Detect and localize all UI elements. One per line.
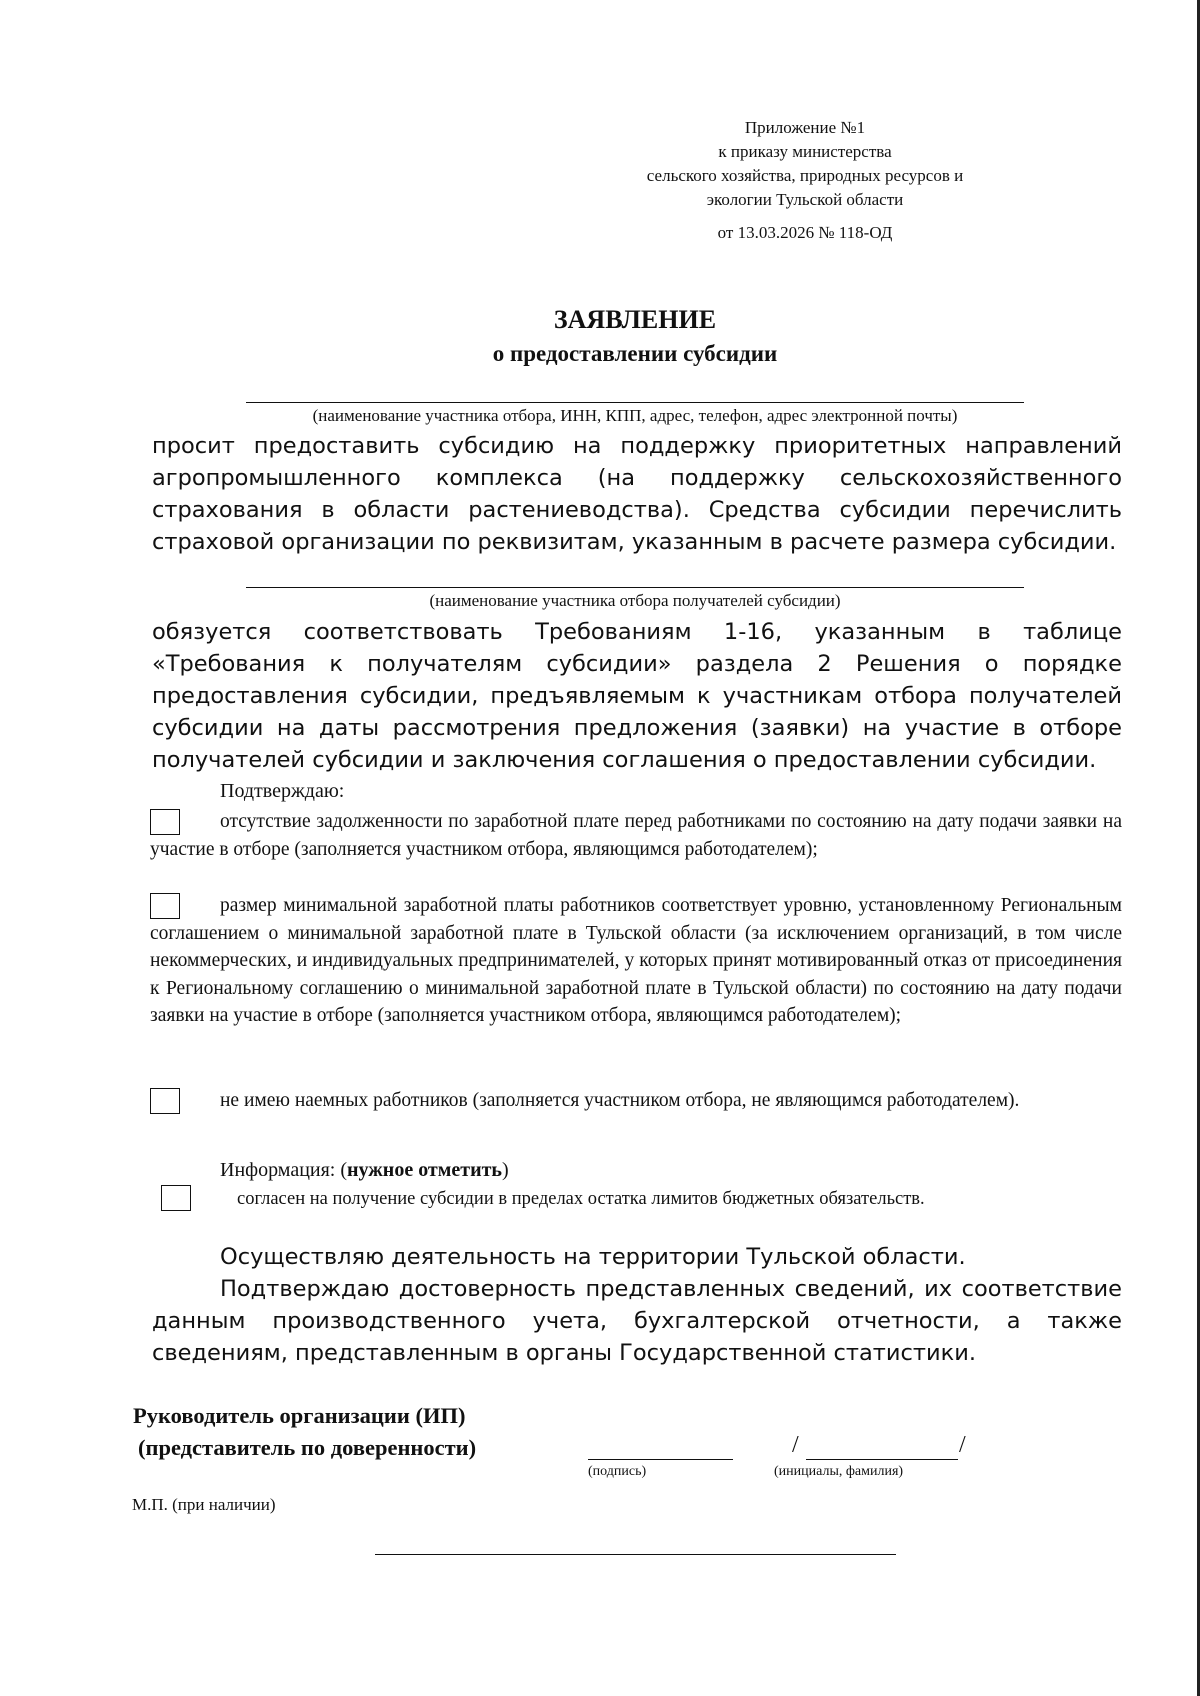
recipient-name-line[interactable] xyxy=(246,587,1024,588)
stamp-note: М.П. (при наличии) xyxy=(132,1495,276,1514)
info-label-bold: нужное отметить xyxy=(347,1159,503,1181)
signature-line[interactable] xyxy=(588,1459,733,1460)
confirm-label: Подтверждаю: xyxy=(220,780,345,802)
appendix-order: от 13.03.2026 № 118-ОД xyxy=(717,223,893,242)
footer-rule xyxy=(375,1554,896,1555)
appendix-line-4: экологии Тульской области xyxy=(706,190,904,209)
info-label-end: ) xyxy=(502,1159,509,1181)
name-slash-left: / xyxy=(792,1432,799,1458)
signatory-title-line-2: (представитель по доверенности) xyxy=(138,1435,477,1460)
name-caption: (инициалы, фамилия) xyxy=(774,1464,904,1479)
checkbox-budget-limits[interactable] xyxy=(161,1185,191,1211)
appendix-line-1: Приложение №1 xyxy=(744,118,866,137)
option-minimum-wage: размер минимальной заработной платы работников соответствует уровню, установленному Региональным соглашением о минимальной заработной плате в Тульской области (за исключением организаций, в том числе некоммерческих, и индивидуальных предпринимателей, у которых принят мотивированный отказ от присоединения к Региональному соглашению о минимальной заработной плате в Тульской области) по состоянию на дату подачи заявки на участие в отборе (заполняется участником отбора, являющимся работодателем); xyxy=(150,895,1122,1026)
participant-caption: (наименование участника отбора, ИНН, КПП, адрес, телефон, адрес электронной почты) xyxy=(312,406,958,425)
option-budget-limits: согласен на получение субсидии в пределах остатка лимитов бюджетных обязательств. xyxy=(237,1189,925,1209)
option-no-wage-arrears: отсутствие задолженности по заработной плате перед работниками по состоянию на дату подачи заявки на участие в отборе (заполняется участником отбора, являющимся работодателем); xyxy=(150,811,1122,860)
name-slash-right: / xyxy=(959,1432,966,1458)
signature-caption: (подпись) xyxy=(588,1464,647,1479)
document-title: ЗАЯВЛЕНИЕ xyxy=(553,305,717,334)
name-line[interactable] xyxy=(806,1459,958,1460)
recipient-caption: (наименование участника отбора получателей субсидии) xyxy=(429,591,841,610)
option-no-employees: не имею наемных работников (заполняется участником отбора, не являющимся работодателем). xyxy=(220,1090,1020,1111)
request-paragraph: просит предоставить субсидию на поддержку приоритетных направлений агропромышленного комплекса (на поддержку сельскохозяйственного страхования в области растениеводства). Средства субсидии перечислить страховой организации по реквизитам, указанным в расчете размера субсидии. xyxy=(152,433,1122,555)
accuracy-paragraph: Подтверждаю достоверность представленных сведений, их соответствие данным производственного учета, бухгалтерской отчетности, а также сведениям, представленным в органы Государственной статистики. xyxy=(152,1276,1122,1366)
appendix-block xyxy=(580,116,1030,245)
info-label-start: Информация: ( xyxy=(220,1159,348,1181)
appendix-line-2: к приказу министерства xyxy=(718,142,892,161)
info-label xyxy=(220,1159,509,1182)
participant-name-line[interactable] xyxy=(246,402,1024,403)
signatory-title-line-1: Руководитель организации (ИП) xyxy=(133,1403,466,1428)
obligation-paragraph: обязуется соответствовать Требованиям 1-16, указанным в таблице «Требования к получателям субсидии» раздела 2 Решения о порядке предоставления субсидии, предъявляемым к участникам отбора получателей субсидии на даты рассмотрения предложения (заявки) на участие в отборе получателей субсидии и заключения соглашения о предоставлении субсидии. xyxy=(152,619,1122,773)
appendix-line-3: сельского хозяйства, природных ресурсов и xyxy=(646,166,964,185)
territory-paragraph: Осуществляю деятельность на территории Тульской области. xyxy=(220,1244,966,1270)
document-subtitle: о предоставлении субсидии xyxy=(492,341,778,366)
